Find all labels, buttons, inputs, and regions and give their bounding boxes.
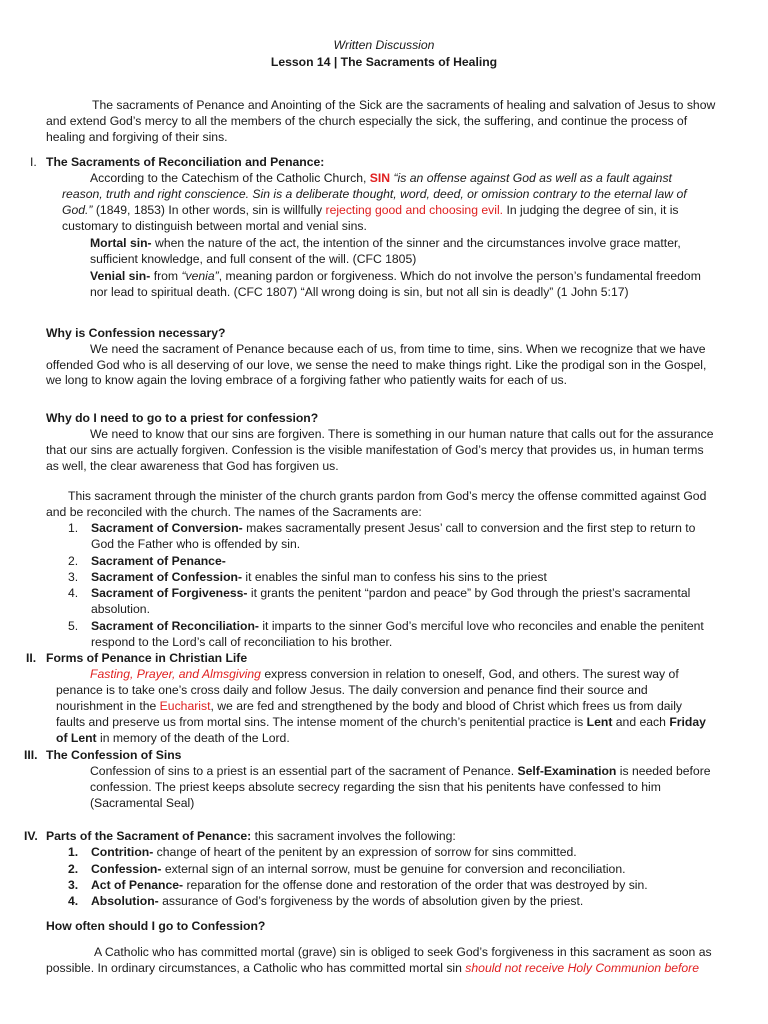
intro-line-1: The sacraments of Penance and Anointing of the Sick are the sacraments of healing and salvation of Jesus to show <box>92 98 716 112</box>
names-item-5-label: Sacrament of Reconciliation- <box>91 619 259 633</box>
venial-text: , meaning pardon or forgiveness. Which do not involve the person’s fundamental freedom <box>218 269 701 283</box>
parts-item-2-num: 2. <box>68 862 79 876</box>
section-4-heading-rest: this sacrament involves the following: <box>254 829 456 843</box>
confession-line-1 <box>90 763 711 779</box>
venial-sin-line-1 <box>90 268 701 284</box>
of-lent-term: of Lent <box>56 731 97 745</box>
how-often-line-1: A Catholic who has committed mortal (grave) sin is obliged to seek God’s forgiveness in this sacrament as soon as <box>94 945 712 959</box>
sin-def-red: rejecting good and choosing evil. <box>325 203 504 217</box>
section-3-number: III. <box>24 748 38 762</box>
act-of-penance-text: reparation for the offense done and restoration of the order that was destroyed by sin. <box>186 878 648 892</box>
penance-forms-line-2: penance is to take one’s cross daily and follow Jesus. The daily conversion and penance find their source and <box>56 683 648 697</box>
names-item-2-num: 2. <box>68 554 79 568</box>
contrition-label: Contrition- <box>91 845 154 859</box>
intro-line-2: and extend God’s mercy to all the members of the church especially the sick, the suffering, and continue the process of <box>46 114 688 128</box>
parts-item-1 <box>91 844 577 860</box>
needed-text: is needed before <box>619 764 711 778</box>
section-3-heading: The Confession of Sins <box>46 748 182 762</box>
names-item-3-text: it enables the sinful man to confess his sins to the priest <box>245 570 547 584</box>
penance-forms-text: express conversion in relation to oneself, God, and others. The surest way of <box>264 667 679 681</box>
why-priest-line-2: that our sins are actually forgiven. Confession is the visible manifestation of God’s mercy that provides us, in human terms <box>46 443 704 457</box>
how-often-text: possible. In ordinary circumstances, a Catholic who has committed mortal sin <box>46 961 462 975</box>
parts-item-3 <box>91 877 648 893</box>
names-item-3-label: Sacrament of Confession- <box>91 570 243 584</box>
sin-def-ref: (1849, 1853) In other words, sin is willfully <box>95 203 323 217</box>
parts-item-4-num: 4. <box>68 894 79 908</box>
lent-term: Lent <box>586 715 613 729</box>
confession-line-2: confession. The priest keeps absolute secrecy regarding the sisn that his penitents have confessed to him <box>90 780 661 794</box>
mortal-sin-text: when the nature of the act, the intention of the sinner and the circumstances involve grace matter, <box>155 236 681 250</box>
names-item-3-num: 3. <box>68 570 79 584</box>
names-item-5-text: it imparts to the sinner God’s merciful love who reconciles and enable the penitent <box>262 619 704 633</box>
why-confession-line-3: we long to know again the loving embrace of a forgiving father who patiently waits for each of us. <box>46 373 567 387</box>
sin-def-quote: “is an offense against God as well as a fault against <box>393 171 672 185</box>
sin-def-judging: In judging the degree of sin, it is <box>506 203 679 217</box>
names-item-4-text: it grants the penitent “pardon and peace” by God through the priest’s sacramental <box>250 586 691 600</box>
venial-term: “venia” <box>181 269 219 283</box>
names-item-4-label: Sacrament of Forgiveness- <box>91 586 248 600</box>
sin-definition-line-3 <box>62 202 679 218</box>
section-2-number: II. <box>26 651 37 665</box>
fasting-prayer-almsgiving: Fasting, Prayer, and Almsgiving <box>90 667 261 681</box>
holy-communion-warning: should not receive Holy Communion before <box>465 961 700 975</box>
faults-text: faults and preserve us from mortal sins. The intense moment of the church’s penitential practice is <box>56 715 584 729</box>
nourishment-text: nourishment in the <box>56 699 157 713</box>
why-confession-line-1: We need the sacrament of Penance because each of us, from time to time, sins. When we recognize that we have <box>90 342 706 356</box>
venial-from: from <box>153 269 179 283</box>
names-item-5-cont: respond to the Lord’s call of reconciliation to his brother. <box>91 635 393 649</box>
confession-part-label: Confession- <box>91 862 162 876</box>
and-each-text: and each <box>615 715 666 729</box>
parts-item-2 <box>91 861 626 877</box>
intro-line-3: healing and forgiving of their sins. <box>46 130 228 144</box>
section-2-heading: Forms of Penance in Christian Life <box>46 651 248 665</box>
sin-definition-line-2: reason, truth and right conscience. Sin is a deliberate thought, word, deed, or omission contrary to the eternal law of <box>62 187 687 201</box>
absolution-label: Absolution- <box>91 894 159 908</box>
confession-part-text: external sign of an internal sorrow, must be genuine for conversion and reconciliation. <box>164 862 626 876</box>
names-item-2-label: Sacrament of Penance- <box>91 554 226 568</box>
names-item-4-num: 4. <box>68 586 79 600</box>
why-priest-line-1: We need to know that our sins are forgiven. There is something in our human nature that calls out for the assurance <box>90 427 714 441</box>
how-often-heading: How often should I go to Confession? <box>46 919 266 933</box>
absolution-text: assurance of God’s forgiveness by the words of absolution given by the priest. <box>162 894 584 908</box>
penance-forms-line-5 <box>56 730 290 746</box>
names-intro-line-2: and be reconciled with the church. The names of the Sacraments are: <box>46 505 422 519</box>
sin-term: SIN <box>369 171 391 185</box>
parts-item-4 <box>91 893 583 909</box>
penance-forms-line-4 <box>56 714 706 730</box>
venial-sin-line-2: nor lead to spiritual death. (CFC 1807) “All wrong doing is sin, but not all sin is deadly” (1 John 5:17) <box>90 285 629 299</box>
eucharist-term: Eucharist <box>159 699 211 713</box>
names-item-1-label: Sacrament of Conversion- <box>91 521 243 535</box>
names-intro-line-1: This sacrament through the minister of the church grants pardon from God’s mercy the offense committed against God <box>68 489 707 503</box>
names-item-5-num: 5. <box>68 619 79 633</box>
parts-item-1-num: 1. <box>68 845 79 859</box>
why-confession-heading: Why is Confession necessary? <box>46 326 226 340</box>
section-4-heading <box>46 828 456 844</box>
mortal-sin-label: Mortal sin- <box>90 236 152 250</box>
mortal-sin-line-1 <box>90 235 681 251</box>
doc-title: Lesson 14 | The Sacraments of Healing <box>270 55 498 69</box>
names-item-1-text: makes sacramentally present Jesus’ call to conversion and the first step to return to <box>246 521 696 535</box>
eucharist-text: , we are fed and strengthened by the body and blood of Christ which frees us from daily <box>210 699 683 713</box>
why-confession-line-2: offended God who is all deserving of our love, we sense the need to make things right. Like the prodigal son in the Gospel, <box>46 358 707 372</box>
how-often-line-2 <box>46 960 699 976</box>
penance-forms-line-3 <box>56 698 682 714</box>
contrition-text: change of heart of the penitent by an expression of sorrow for sins committed. <box>156 845 577 859</box>
parts-item-3-num: 3. <box>68 878 79 892</box>
penance-forms-line-1 <box>90 666 679 682</box>
sin-def-god: God.” <box>62 203 93 217</box>
confession-text: Confession of sins to a priest is an essential part of the sacrament of Penance. <box>90 764 515 778</box>
why-priest-line-3: as well, the clear awareness that God has forgiven us. <box>46 459 339 473</box>
sin-definition-line-1 <box>90 170 672 186</box>
why-priest-heading: Why do I need to go to a priest for confession? <box>46 411 319 425</box>
section-1-number: I. <box>30 155 37 169</box>
friday-term: Friday <box>669 715 706 729</box>
names-item-4-cont: absolution. <box>91 602 150 616</box>
section-1-heading: The Sacraments of Reconciliation and Penance: <box>46 155 325 169</box>
self-examination-term: Self-Examination <box>517 764 617 778</box>
names-item-5 <box>91 618 704 634</box>
section-4-number: IV. <box>24 829 38 843</box>
mortal-sin-line-2: sufficient knowledge, and full consent of the will. (CFC 1805) <box>90 252 417 266</box>
act-of-penance-label: Act of Penance- <box>91 878 184 892</box>
memory-text: in memory of the death of the Lord. <box>100 731 290 745</box>
names-item-1 <box>91 520 695 536</box>
names-item-1-num: 1. <box>68 521 79 535</box>
sin-def-text: According to the Catechism of the Catholic Church, <box>90 171 367 185</box>
section-4-heading-bold: Parts of the Sacrament of Penance: <box>46 829 252 843</box>
venial-sin-label: Venial sin- <box>90 269 151 283</box>
sin-definition-line-4: customary to distinguish between mortal and venial sins. <box>62 219 367 233</box>
names-item-3 <box>91 569 547 585</box>
names-item-1-cont: God the Father who is offended by sin. <box>91 537 301 551</box>
names-item-4 <box>91 585 690 601</box>
doc-subtitle: Written Discussion <box>333 38 435 52</box>
confession-line-3: (Sacramental Seal) <box>90 796 195 810</box>
